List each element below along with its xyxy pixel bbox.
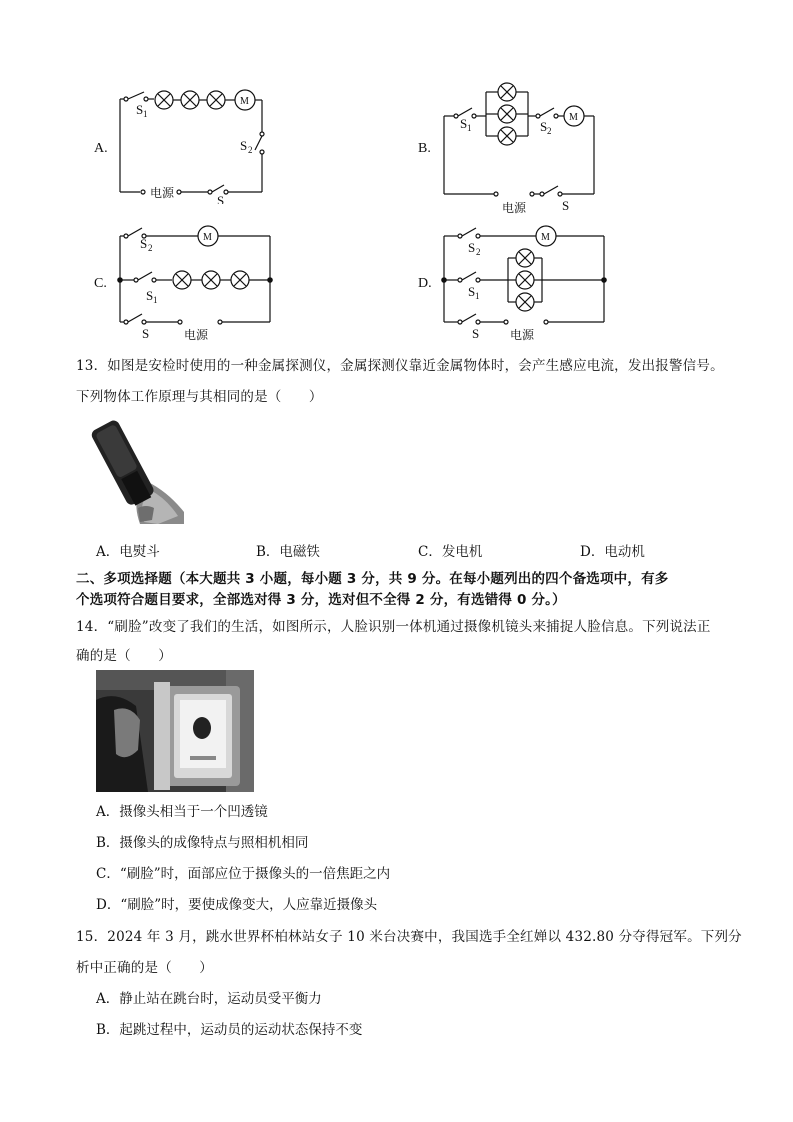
q14-option-b: B．摄像头的成像特点与照相机相同 bbox=[96, 835, 309, 851]
q13-option-a: A．电熨斗 bbox=[96, 544, 160, 560]
q15-option-a: A．静止站在跳台时，运动员受平衡力 bbox=[96, 991, 322, 1007]
section2-heading-line2: 个选项符合题目要求，全部选对得 3 分，选对但不全得 2 分，有选错得 0 分。） bbox=[76, 592, 566, 608]
q13-option-b: B．电磁铁 bbox=[256, 544, 320, 560]
svg-text:S: S bbox=[136, 102, 144, 117]
circuit-diagram-b bbox=[436, 76, 606, 216]
svg-text:S: S bbox=[240, 138, 248, 153]
svg-text:S: S bbox=[468, 284, 476, 299]
svg-text:2: 2 bbox=[148, 243, 153, 253]
circuit-diagram-d bbox=[434, 222, 609, 347]
q15-text-line2: 析中正确的是（ ） bbox=[76, 960, 213, 976]
svg-text:S: S bbox=[468, 240, 476, 255]
lamp-icon bbox=[202, 271, 220, 289]
svg-text:S: S bbox=[142, 326, 150, 341]
lamp-icon bbox=[516, 293, 534, 311]
svg-text:2: 2 bbox=[248, 145, 253, 155]
option-b-letter: B. bbox=[418, 141, 431, 156]
q14-option-a: A．摄像头相当于一个凹透镜 bbox=[96, 804, 268, 820]
svg-text:2: 2 bbox=[476, 247, 481, 257]
lamp-icon bbox=[181, 91, 199, 109]
svg-text:电源: 电源 bbox=[150, 186, 175, 200]
option-c-letter: C. bbox=[94, 276, 107, 291]
lamp-icon bbox=[231, 271, 249, 289]
q15-text-line1: 15．2024 年 3 月，跳水世界杯柏林站女子 10 米台决赛中，我国选手全红婵以 432.80 分夺得冠军。下列分 bbox=[76, 929, 742, 945]
svg-text:S: S bbox=[140, 236, 148, 251]
circuit-diagram-c bbox=[110, 222, 280, 347]
svg-text:1: 1 bbox=[143, 109, 148, 119]
svg-text:S: S bbox=[540, 119, 548, 134]
lamp-icon bbox=[207, 91, 225, 109]
svg-text:S: S bbox=[146, 288, 154, 303]
svg-text:1: 1 bbox=[467, 123, 472, 133]
lamp-icon bbox=[498, 105, 516, 123]
lamp-icon bbox=[516, 249, 534, 267]
q13-option-c: C．发电机 bbox=[418, 544, 483, 560]
svg-text:1: 1 bbox=[153, 295, 158, 305]
q13-text-line1: 13．如图是安检时使用的一种金属探测仪，金属探测仪靠近金属物体时，会产生感应电流，发出报警信号。 bbox=[76, 358, 724, 374]
section2-heading-line1: 二、多项选择题（本大题共 3 小题，每小题 3 分，共 9 分。在每小题列出的四个备选项中，有多 bbox=[76, 571, 669, 587]
q15-option-b: B．起跳过程中，运动员的运动状态保持不变 bbox=[96, 1022, 363, 1038]
svg-text:S: S bbox=[217, 193, 225, 204]
face-recognition-image bbox=[96, 670, 254, 792]
svg-text:S: S bbox=[562, 198, 570, 213]
lamp-icon bbox=[498, 83, 516, 101]
svg-text:2: 2 bbox=[547, 126, 552, 136]
switch-s1 bbox=[128, 92, 144, 99]
q14-option-c: C．“刷脸”时，面部应位于摄像头的一倍焦距之内 bbox=[96, 866, 391, 882]
svg-text:M: M bbox=[569, 112, 578, 123]
lamp-icon bbox=[173, 271, 191, 289]
option-d-letter: D. bbox=[418, 276, 432, 291]
svg-text:电源: 电源 bbox=[502, 201, 527, 215]
svg-text:1: 1 bbox=[475, 291, 480, 301]
svg-text:电源: 电源 bbox=[184, 328, 209, 342]
metal-detector-image bbox=[88, 412, 186, 524]
circuit-diagram-a bbox=[110, 84, 280, 204]
q14-text-line2: 确的是（ ） bbox=[76, 648, 172, 664]
option-a-letter: A. bbox=[94, 141, 108, 156]
lamp-icon bbox=[498, 127, 516, 145]
lamp-icon bbox=[516, 271, 534, 289]
q13-text-line2: 下列物体工作原理与其相同的是（ ） bbox=[76, 389, 323, 405]
lamp-icon bbox=[155, 91, 173, 109]
svg-text:S: S bbox=[472, 326, 480, 341]
svg-text:M: M bbox=[541, 232, 550, 243]
svg-text:M: M bbox=[240, 96, 249, 107]
q14-option-d: D．“刷脸”时，要使成像变大，人应靠近摄像头 bbox=[96, 897, 378, 913]
q13-option-d: D．电动机 bbox=[580, 544, 645, 560]
svg-text:电源: 电源 bbox=[510, 328, 535, 342]
svg-text:S: S bbox=[460, 116, 468, 131]
q14-text-line1: 14．“刷脸”改变了我们的生活，如图所示，人脸识别一体机通过摄像机镜头来捕捉人脸信息。下列说法正 bbox=[76, 619, 711, 635]
svg-text:M: M bbox=[203, 232, 212, 243]
